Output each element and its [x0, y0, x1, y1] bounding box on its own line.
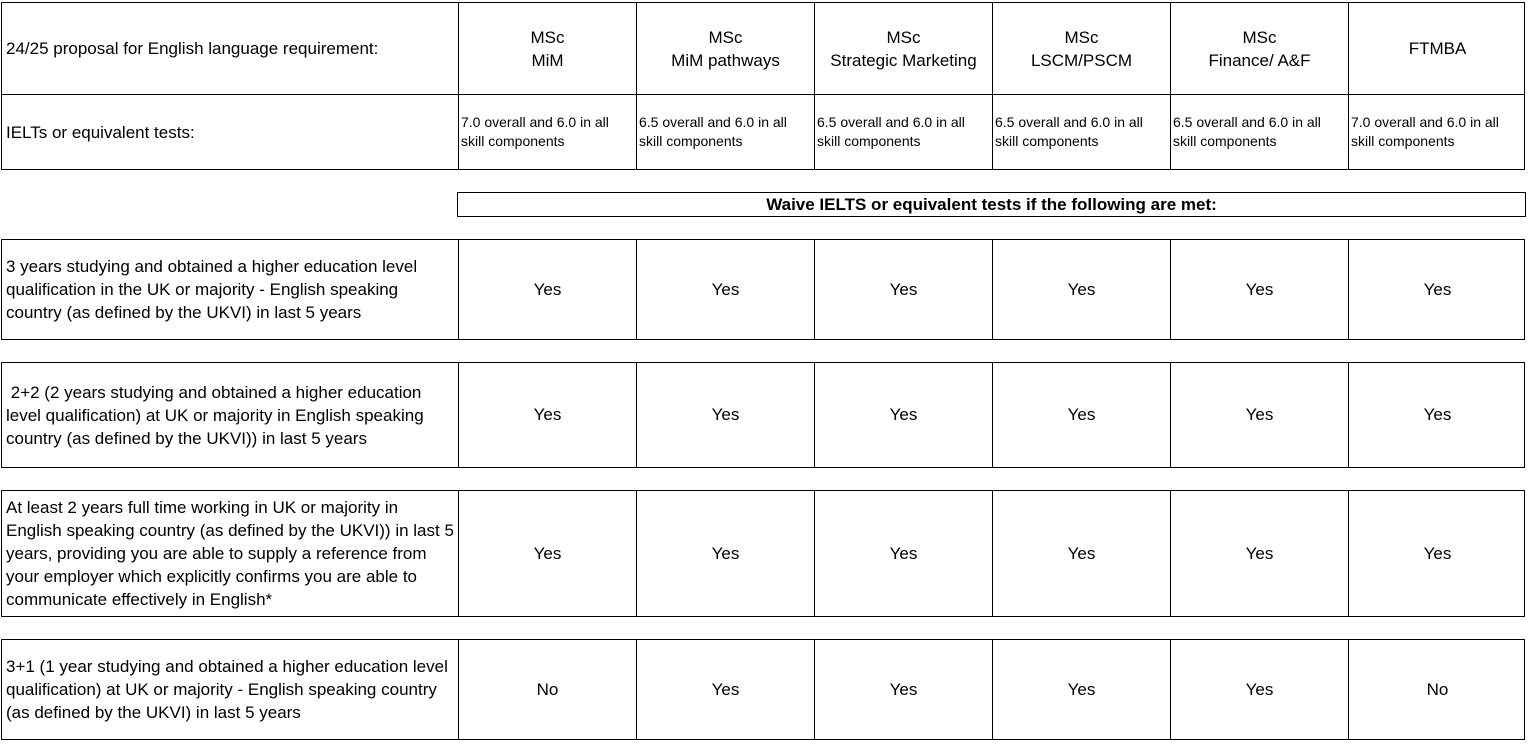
answer-cell: Yes — [814, 240, 992, 339]
condition-row — [1, 239, 1525, 340]
answer-cell: Yes — [636, 491, 814, 616]
condition-label: 2+2 (2 years studying and obtained a higher education level qualification) at UK or majority in English speaking country (as defined by the UKVI)) in last 5 years — [6, 382, 429, 448]
answer-cell: Yes — [458, 363, 636, 467]
ielts-row — [1, 94, 1525, 170]
condition-row — [1, 639, 1525, 740]
answer-cell: Yes — [992, 640, 1170, 739]
column-header: MSc Finance/ A&F — [1170, 3, 1348, 94]
answer-cell: Yes — [1348, 491, 1526, 616]
answer-cell: Yes — [1170, 640, 1348, 739]
answer-cell: Yes — [814, 491, 992, 616]
answer-cell: No — [1348, 640, 1526, 739]
answer-cell: Yes — [814, 640, 992, 739]
answer-cell: Yes — [992, 363, 1170, 467]
answer-cell: Yes — [636, 640, 814, 739]
header-title: 24/25 proposal for English language requirement: — [6, 39, 379, 58]
ielts-value: 7.0 overall and 6.0 in all skill components — [458, 95, 636, 169]
ielts-value: 6.5 overall and 6.0 in all skill components — [636, 95, 814, 169]
ielts-label: IELTs or equivalent tests: — [6, 122, 195, 142]
condition-label: 3 years studying and obtained a higher education level qualification in the UK or majority - English speaking country (as defined by the UKVI) in last 5 years — [6, 257, 418, 322]
answer-cell: Yes — [992, 491, 1170, 616]
ielts-value: 7.0 overall and 6.0 in all skill components — [1348, 95, 1526, 169]
answer-cell: Yes — [458, 491, 636, 616]
answer-cell: No — [458, 640, 636, 739]
answer-cell: Yes — [636, 240, 814, 339]
answer-cell: Yes — [458, 240, 636, 339]
answer-cell: Yes — [1348, 363, 1526, 467]
ielts-value: 6.5 overall and 6.0 in all skill components — [992, 95, 1170, 169]
ielts-value: 6.5 overall and 6.0 in all skill components — [814, 95, 992, 169]
ielts-value: 6.5 overall and 6.0 in all skill components — [1170, 95, 1348, 169]
answer-cell: Yes — [636, 363, 814, 467]
header-row — [1, 2, 1525, 95]
column-header: MSc MiM — [458, 3, 636, 94]
answer-cell: Yes — [1348, 240, 1526, 339]
answer-cell: Yes — [1170, 240, 1348, 339]
waive-heading: Waive IELTS or equivalent tests if the following are met: — [457, 192, 1526, 217]
answer-cell: Yes — [1170, 363, 1348, 467]
answer-cell: Yes — [814, 363, 992, 467]
column-header: MSc MiM pathways — [636, 3, 814, 94]
column-header: MSc Strategic Marketing — [814, 3, 992, 94]
column-header: MSc LSCM/PSCM — [992, 3, 1170, 94]
condition-label: At least 2 years full time working in UK or majority in English speaking country (as defined by the UKVI)) in last 5 years, providing you are able to supply a reference from your employer which explicitly confirms you are able to communicate effectively in English* — [6, 498, 454, 609]
answer-cell: Yes — [1170, 491, 1348, 616]
condition-label: 3+1 (1 year studying and obtained a higher education level qualification) at UK or majority - English speaking country (as defined by the UKVI) in last 5 years — [6, 657, 448, 722]
answer-cell: Yes — [992, 240, 1170, 339]
condition-row — [1, 362, 1525, 468]
column-header: FTMBA — [1348, 3, 1526, 94]
condition-row — [1, 490, 1525, 617]
